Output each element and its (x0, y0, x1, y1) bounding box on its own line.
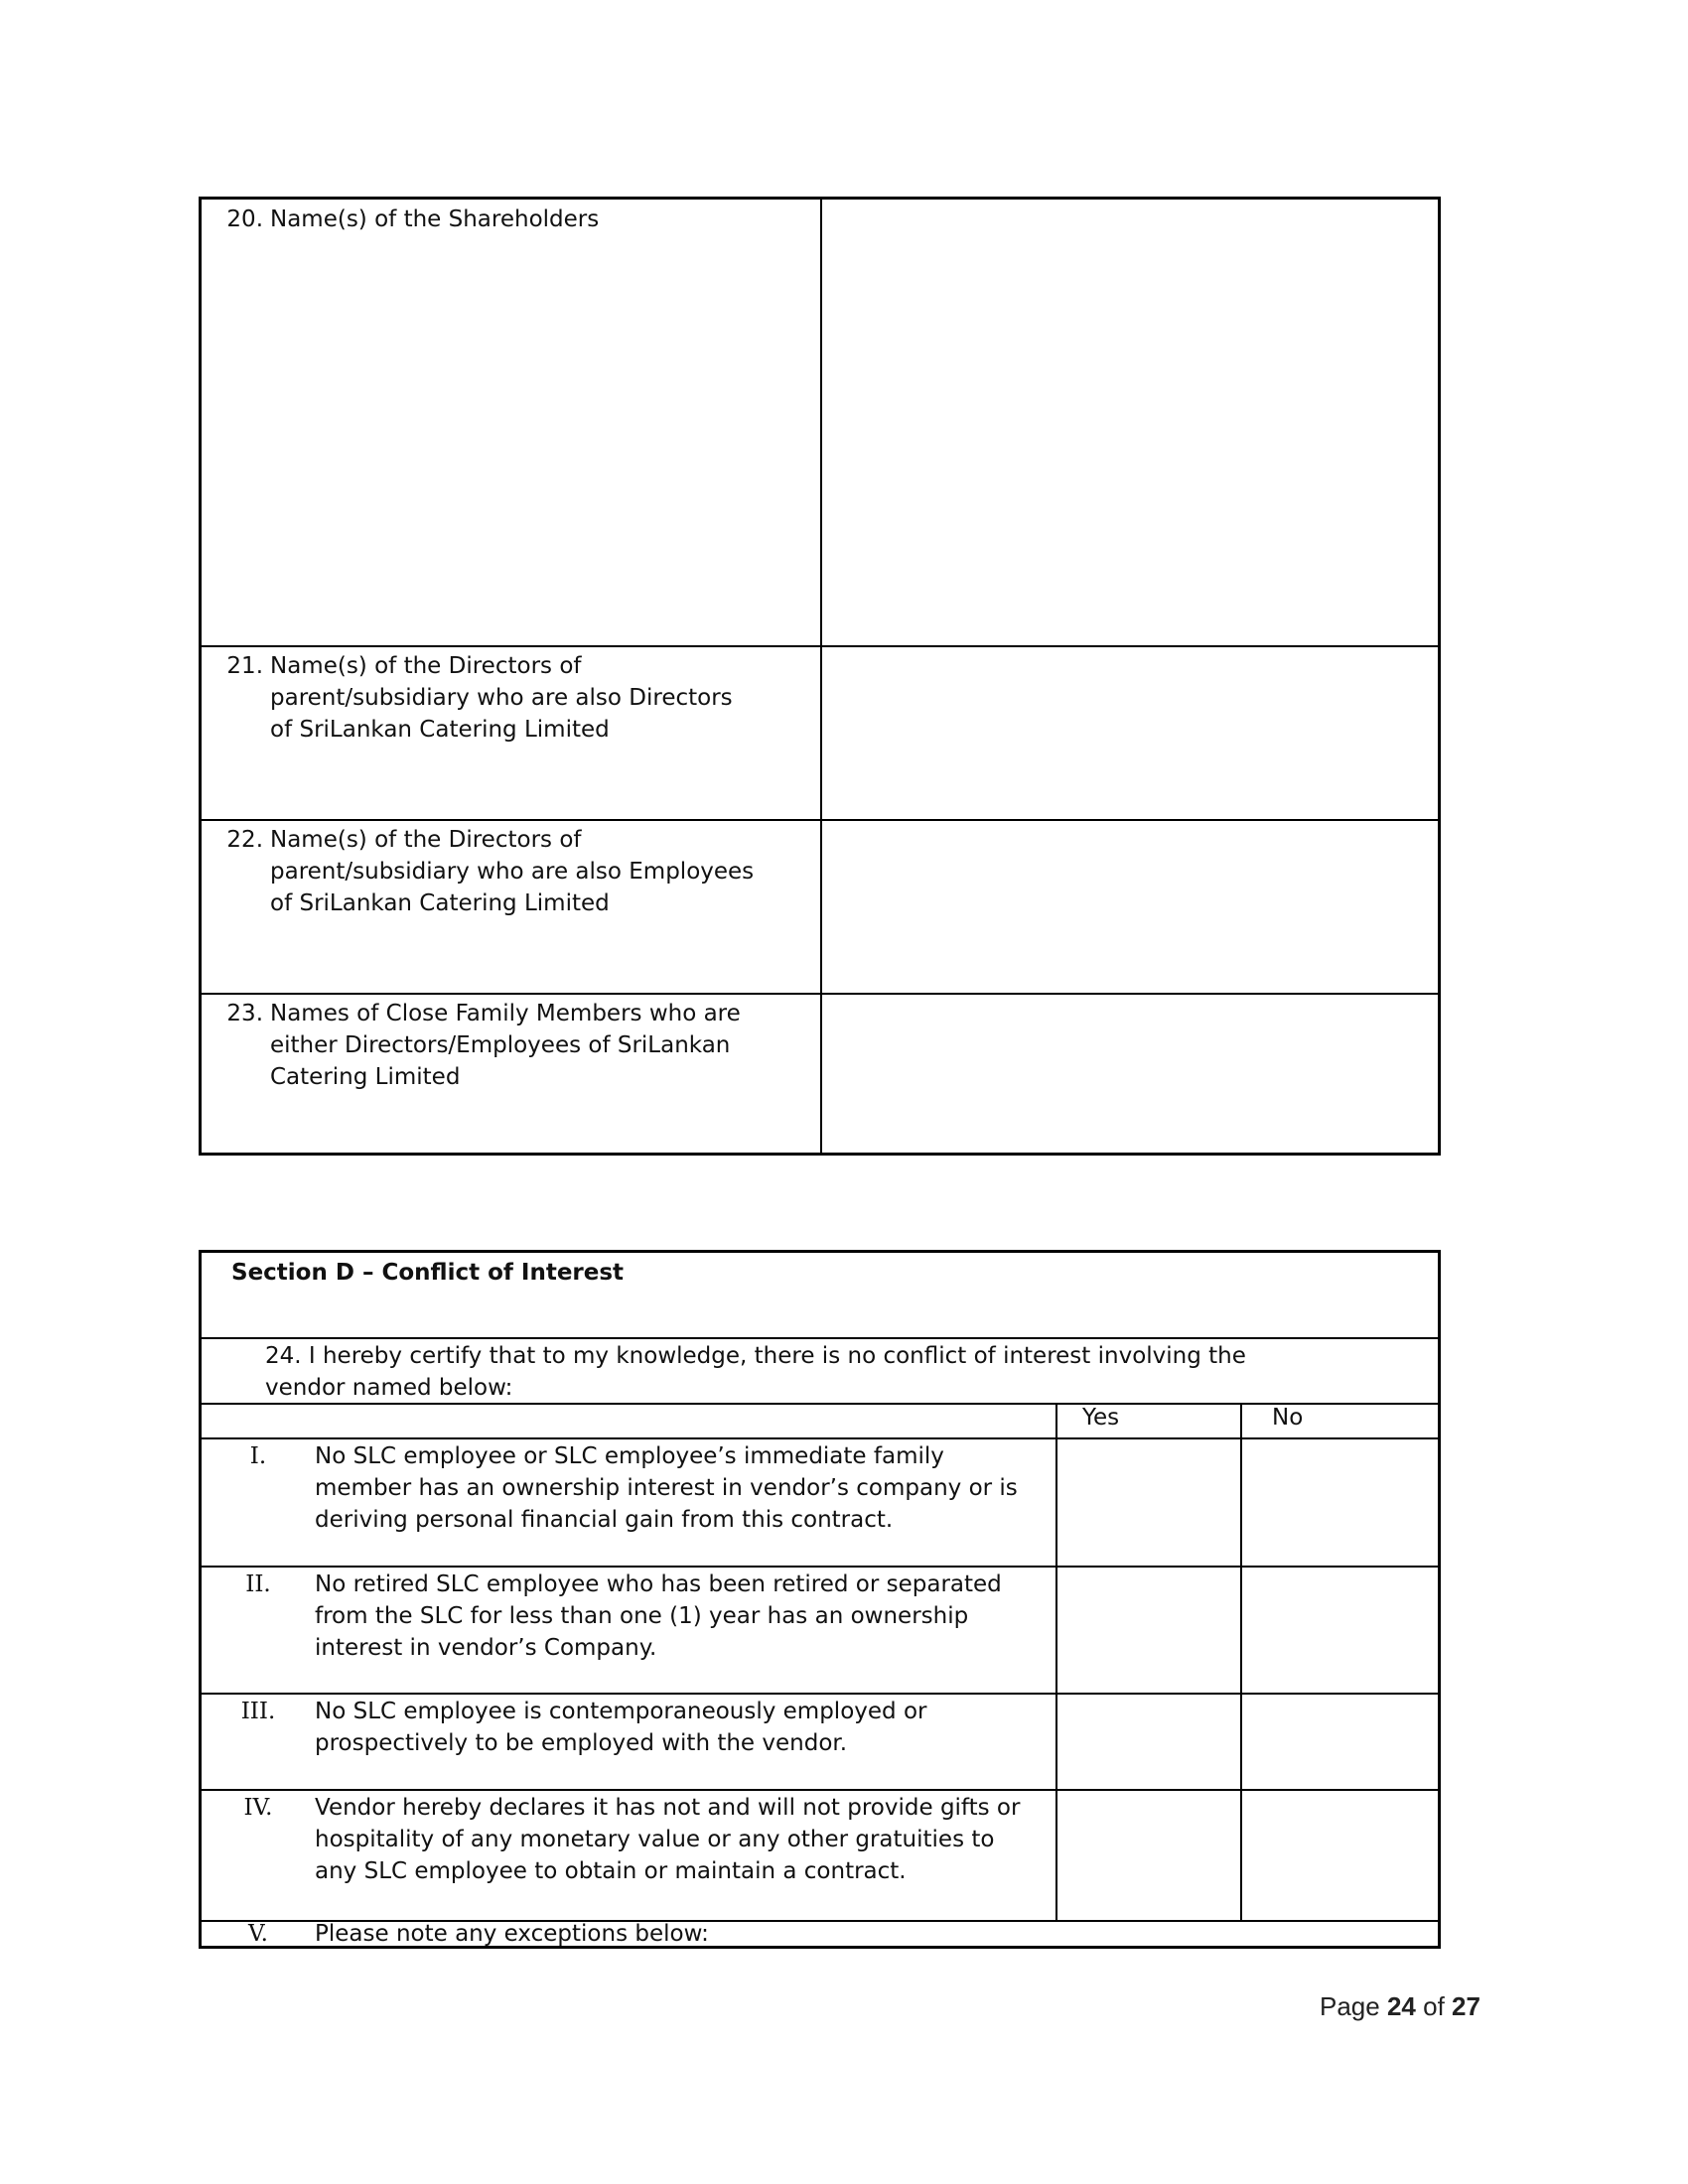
statement-text: Vendor hereby declares it has not and will not provide gifts or hospitality of any monetary value or any other gratuities to any SLC employee to obtain or maintain a contract. (315, 1795, 1021, 1884)
item-text: Name(s) of the Shareholders (270, 206, 600, 232)
item-text: Name(s) of the Directors of parent/subsidiary who are also Directors of SriLankan Catering Limited (270, 653, 733, 743)
row-numeral: II. (245, 1571, 271, 1597)
row-4-no-cell[interactable] (1242, 1791, 1438, 1920)
conflict-of-interest-table (199, 1250, 1441, 1949)
current-page-number: 24 (1386, 1991, 1416, 2021)
row-4-yes-cell[interactable] (1057, 1791, 1240, 1920)
total-pages: 27 (1452, 1991, 1480, 2021)
item-number: 23. (226, 1001, 263, 1026)
page-word: Page (1320, 1991, 1380, 2021)
exceptions-prompt: Please note any exceptions below: (315, 1921, 709, 1947)
item-number: 21. (226, 653, 263, 679)
page-number-footer (1320, 1991, 1480, 2022)
row-divider (202, 1403, 1438, 1405)
row-numeral: III. (240, 1699, 276, 1724)
section-d-title: Section D – Conflict of Interest (231, 1260, 625, 1286)
directors-also-employees-answer-field[interactable] (823, 821, 1438, 993)
row-3-no-cell[interactable] (1242, 1695, 1438, 1789)
statement-text: No SLC employee or SLC employee’s immediate family member has an ownership interest in vendor’s company or is deriving personal financial gain from this contract. (315, 1443, 1018, 1533)
statement-text: No SLC employee is contemporaneously employed or prospectively to be employed with the vendor. (315, 1699, 927, 1756)
row-3-yes-cell[interactable] (1057, 1695, 1240, 1789)
column-divider (820, 200, 822, 1153)
shareholders-answer-field[interactable] (823, 200, 1438, 645)
shareholders-directors-table (199, 197, 1441, 1156)
row-divider (202, 1337, 1438, 1339)
of-word: of (1423, 1991, 1445, 2021)
item-text: Name(s) of the Directors of parent/subsidiary who are also Employees of SriLankan Catering Limited (270, 827, 755, 916)
row-1-no-cell[interactable] (1242, 1439, 1438, 1566)
row-2-no-cell[interactable] (1242, 1568, 1438, 1693)
item-number: 20. (226, 206, 263, 232)
row-2-yes-cell[interactable] (1057, 1568, 1240, 1693)
close-family-members-answer-field[interactable] (823, 995, 1438, 1153)
row-numeral: IV. (243, 1795, 273, 1821)
row-numeral: I. (249, 1443, 267, 1469)
yes-column-header: Yes (1082, 1405, 1120, 1431)
certification-statement: 24. I hereby certify that to my knowledge, there is no conflict of interest involving the vendor named below: (265, 1343, 1246, 1401)
row-numeral: V. (248, 1921, 268, 1947)
directors-also-directors-answer-field[interactable] (823, 647, 1438, 819)
row-1-yes-cell[interactable] (1057, 1439, 1240, 1566)
no-column-header: No (1272, 1405, 1304, 1431)
item-number: 22. (226, 827, 263, 853)
statement-text: No retired SLC employee who has been retired or separated from the SLC for less than one (1) year has an ownership interest in vendor’s Company. (315, 1571, 1002, 1661)
item-text: Names of Close Family Members who are either Directors/Employees of SriLankan Catering Limited (270, 1001, 741, 1090)
